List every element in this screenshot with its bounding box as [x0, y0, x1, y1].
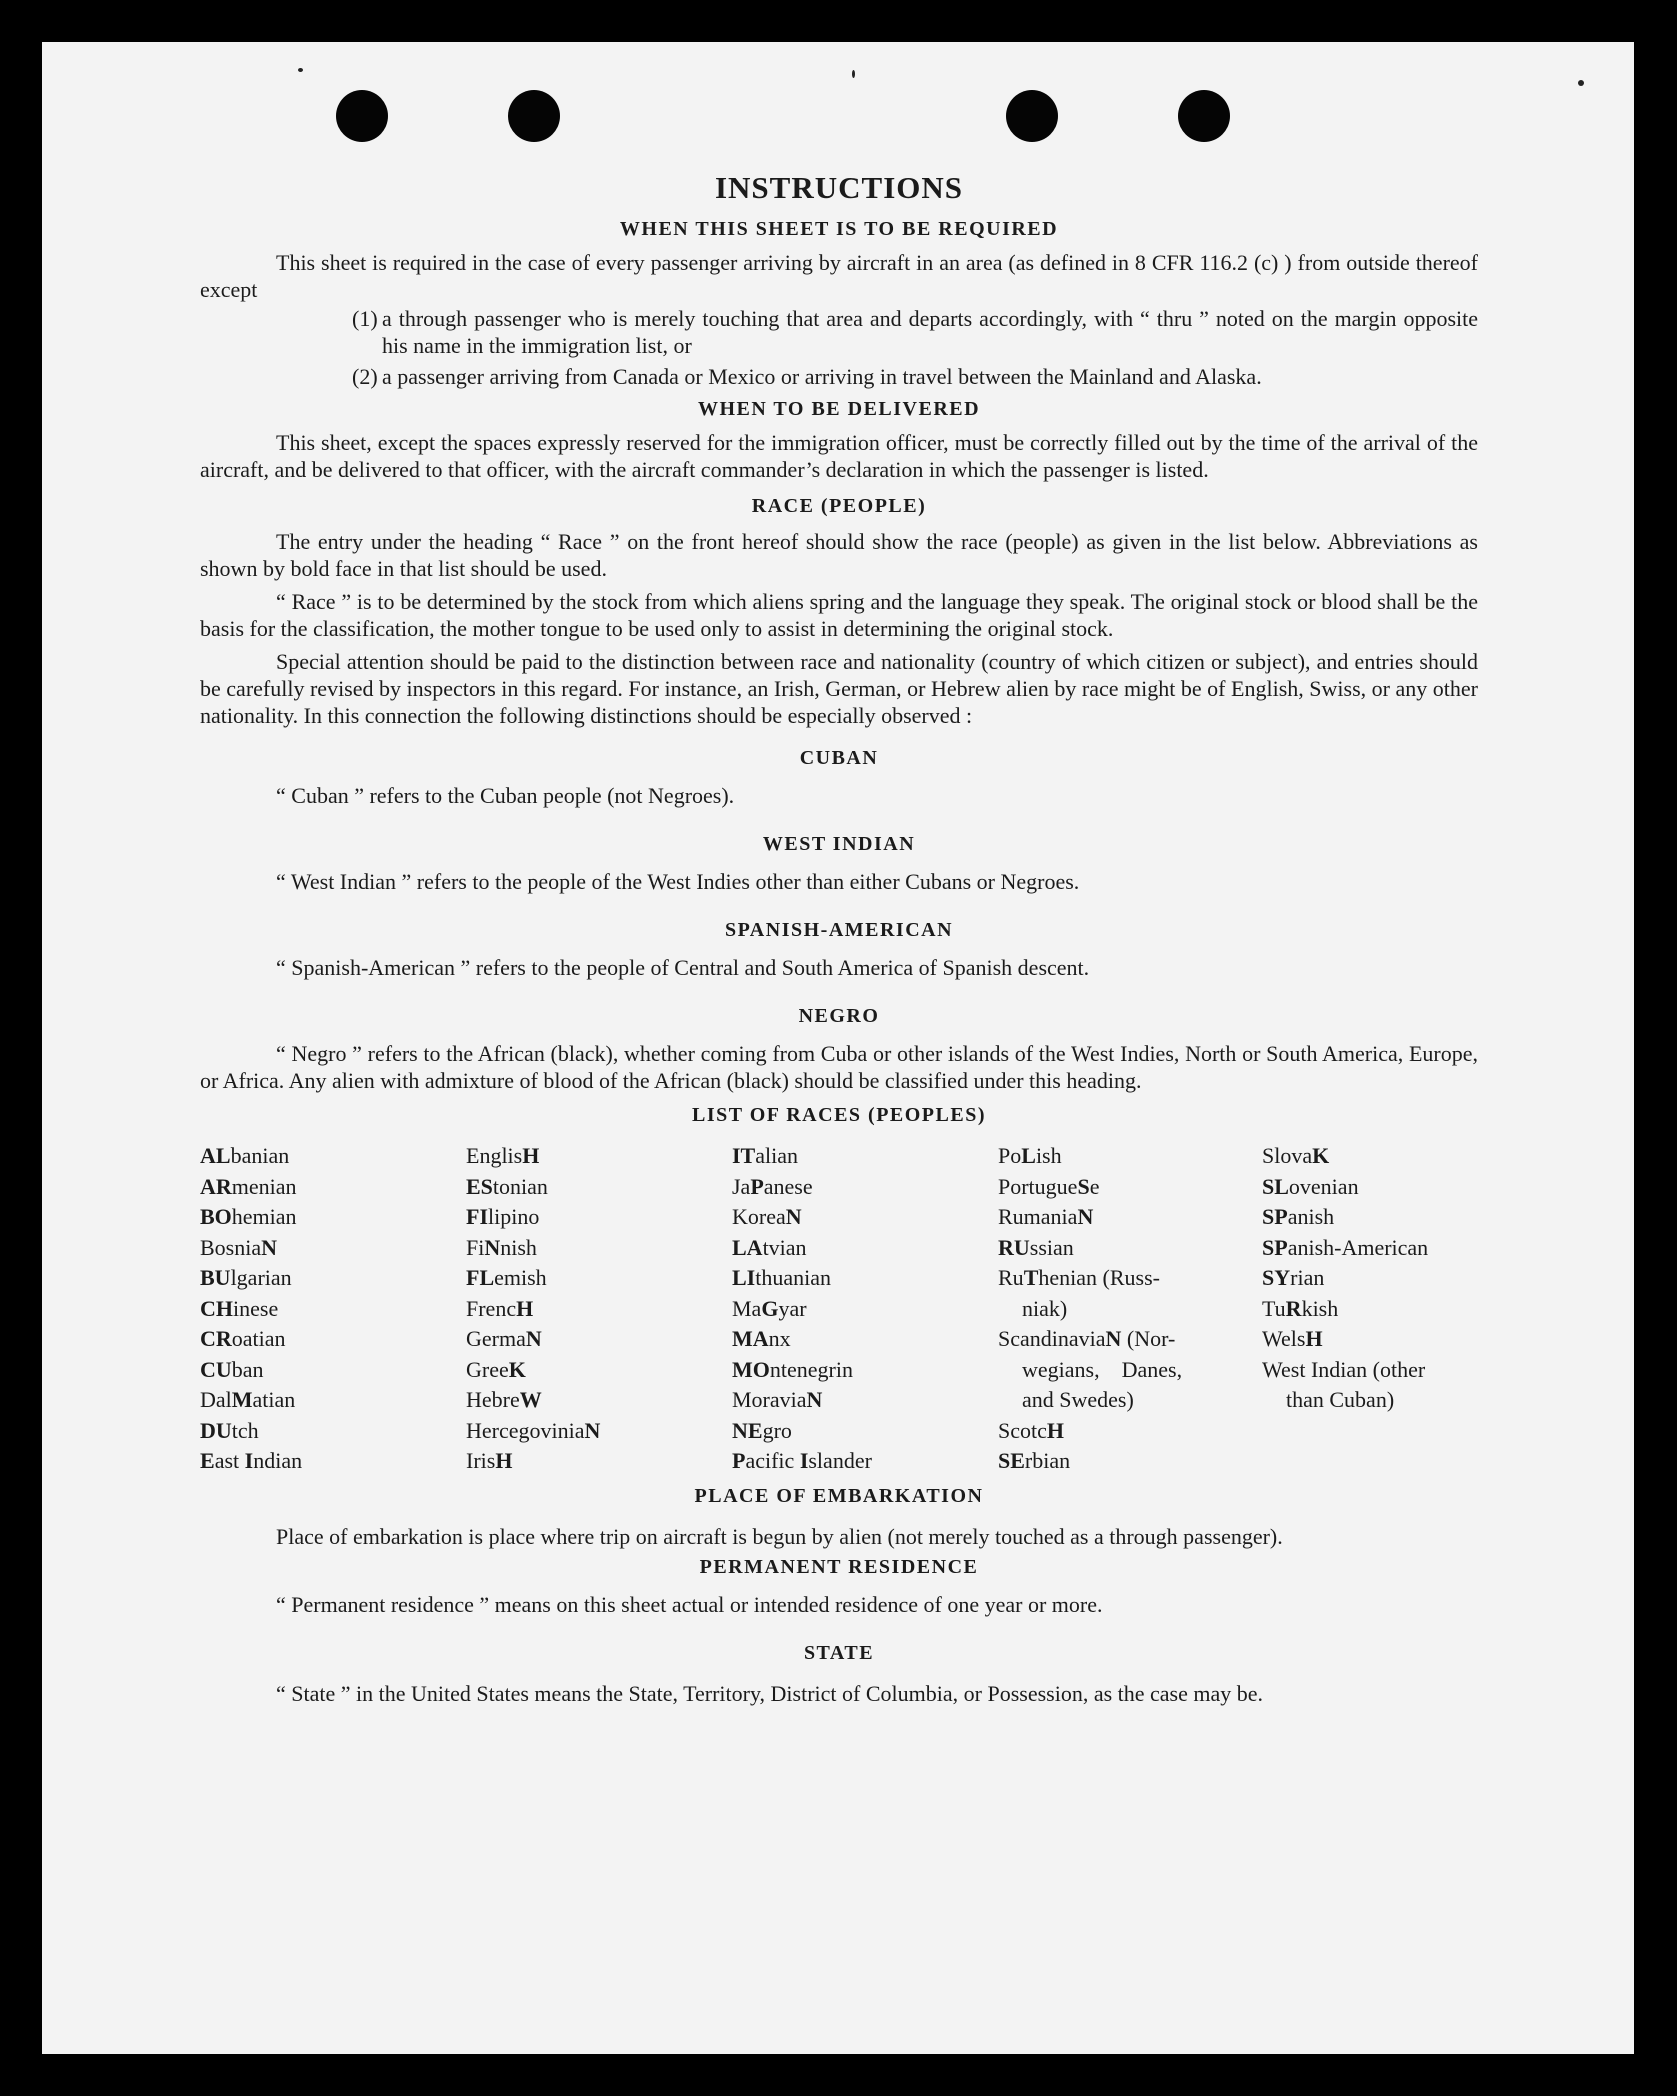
- heading-west-indian: WEST INDIAN: [762, 833, 916, 855]
- race-entry: [998, 1233, 1262, 1264]
- race-entry: [732, 1202, 998, 1233]
- race-abbrev: FL: [466, 1265, 495, 1290]
- race-text: and Swedes): [1022, 1387, 1134, 1412]
- race-text: ish: [1035, 1143, 1062, 1168]
- race-entry: [1262, 1355, 1478, 1386]
- page-title: INSTRUCTIONS: [714, 170, 963, 205]
- heading-list-of-races: LIST OF RACES (PEOPLES): [691, 1104, 986, 1126]
- race-entry: [998, 1355, 1262, 1386]
- race-text: nx: [768, 1326, 791, 1351]
- race-entry: [998, 1141, 1262, 1172]
- race-text: Wels: [1262, 1326, 1306, 1351]
- race-text: tvian: [762, 1234, 807, 1260]
- race-text: Hebre: [466, 1387, 520, 1412]
- race-entry: [466, 1263, 732, 1294]
- race-text: Moravia: [732, 1387, 807, 1412]
- race-entry: [732, 1355, 998, 1386]
- race-text: Po: [998, 1143, 1022, 1168]
- heading-when-delivered: WHEN TO BE DELIVERED: [697, 398, 981, 420]
- race-text: inese: [233, 1295, 279, 1321]
- race-text: banian: [230, 1143, 290, 1168]
- race-entry: [466, 1385, 732, 1416]
- race-abbrev: BO: [200, 1204, 232, 1229]
- race-entry: [1262, 1202, 1478, 1233]
- race-entry: [998, 1172, 1262, 1203]
- race-entry: [998, 1202, 1262, 1233]
- race-abbrev: AL: [200, 1143, 231, 1168]
- race-entry: [1262, 1263, 1478, 1294]
- race-text: Rumania: [998, 1204, 1078, 1229]
- heading-when-required: WHEN THIS SHEET IS TO BE REQUIRED: [619, 218, 1059, 240]
- race-abbrev: BU: [200, 1265, 231, 1290]
- race-entry: [1262, 1141, 1478, 1172]
- race-entry: [1262, 1324, 1478, 1355]
- race-text: atian: [252, 1387, 296, 1412]
- race-entry: [466, 1324, 732, 1355]
- cuban-text: “ Cuban ” refers to the Cuban people (not Negroes).: [276, 783, 735, 808]
- race-text: yar: [778, 1295, 807, 1321]
- item-text: a passenger arriving from Canada or Mexico or arriving in travel between the Mainland and Alaska.: [382, 364, 1262, 389]
- race-abbrev: H: [522, 1143, 540, 1168]
- race-text: ntenegrin: [769, 1356, 853, 1382]
- race-entry: [200, 1416, 466, 1447]
- race-entry: [200, 1446, 466, 1477]
- race-text: ban: [231, 1356, 264, 1382]
- race-abbrev: SL: [1262, 1173, 1289, 1199]
- race-entry: [732, 1263, 998, 1294]
- race-abbrev: M: [231, 1387, 253, 1412]
- race-text: Ja: [732, 1173, 751, 1199]
- race-abbrev: CU: [200, 1356, 232, 1382]
- race-text: West Indian (other: [1262, 1356, 1426, 1382]
- item-text: a through passenger who is merely touching that area and departs accordingly, with “ thru ” noted on the margin opposite his name in the immigration list, or: [382, 306, 1478, 358]
- race-text: lgarian: [230, 1265, 292, 1290]
- race-entry: [732, 1233, 998, 1264]
- race-abbrev: H: [1305, 1326, 1323, 1351]
- race-text: Bosnia: [200, 1234, 262, 1260]
- race-text: thuanian: [755, 1265, 832, 1290]
- race-entry: [466, 1141, 732, 1172]
- speck: [852, 70, 855, 78]
- race-text: Tu: [1262, 1295, 1286, 1321]
- race-text: Hercegovinia: [466, 1417, 585, 1443]
- punch-hole: [1178, 90, 1230, 142]
- race-abbrev: AR: [200, 1173, 232, 1199]
- race-abbrev: R: [1285, 1295, 1302, 1321]
- race-entry: [998, 1263, 1262, 1294]
- race-entry: [732, 1324, 998, 1355]
- race-abbrev: I: [799, 1448, 809, 1473]
- race-text: kish: [1301, 1295, 1339, 1321]
- race-text: tonian: [492, 1173, 548, 1199]
- race-text: oatian: [231, 1326, 286, 1351]
- race-text: ast: [214, 1448, 245, 1473]
- race-entry: [998, 1294, 1262, 1325]
- heading-cuban: CUBAN: [799, 747, 879, 769]
- west-indian-text: “ West Indian ” refers to the people of the West Indies other than either Cubans or Negroes.: [276, 869, 1080, 894]
- race-entry: [998, 1416, 1262, 1447]
- race-text: e: [1089, 1173, 1100, 1199]
- race-abbrev: N: [785, 1204, 802, 1229]
- race-abbrev: N: [806, 1387, 823, 1412]
- race-text: hemian: [231, 1204, 297, 1229]
- race-text: Korea: [732, 1204, 786, 1229]
- race-entry: [466, 1446, 732, 1477]
- race-abbrev: SE: [998, 1448, 1025, 1473]
- race-abbrev: ES: [466, 1173, 493, 1199]
- race-entry: [466, 1355, 732, 1386]
- race-text: than Cuban): [1286, 1387, 1395, 1412]
- race-entry: [200, 1294, 466, 1325]
- race-text: Englis: [466, 1143, 523, 1168]
- race-text: gro: [762, 1417, 792, 1443]
- race-abbrev: CR: [200, 1326, 232, 1351]
- race-text: Iris: [466, 1448, 496, 1473]
- race-entry: [466, 1202, 732, 1233]
- race-text: Germa: [466, 1326, 526, 1351]
- speck: [1578, 80, 1584, 86]
- race-entry: [732, 1172, 998, 1203]
- race-paragraph-2: “ Race ” is to be determined by the stock from which aliens spring and the language they speak. The original stock or blood shall be the basis for the classification, the mother tongue to be used only to assist in determining the original stock.: [200, 589, 1478, 641]
- race-text: Portugue: [998, 1173, 1078, 1199]
- races-column: [466, 1141, 732, 1477]
- race-text: Scotc: [998, 1417, 1047, 1443]
- race-text: anish-American: [1287, 1234, 1429, 1260]
- races-column: [998, 1141, 1262, 1477]
- race-text: Ru: [998, 1265, 1024, 1290]
- race-abbrev: I: [244, 1448, 254, 1473]
- document-page: [42, 42, 1634, 2054]
- race-text: niak): [1022, 1295, 1068, 1321]
- race-entry: [998, 1385, 1262, 1416]
- race-abbrev: MO: [732, 1356, 770, 1382]
- race-entry: [200, 1233, 466, 1264]
- race-abbrev: N: [1105, 1326, 1122, 1351]
- race-abbrev: H: [1046, 1417, 1065, 1443]
- race-text: anish: [1287, 1204, 1335, 1229]
- race-entry: [200, 1141, 466, 1172]
- race-text: Gree: [466, 1356, 509, 1382]
- race-entry: [466, 1233, 732, 1264]
- race-text: nish: [500, 1234, 537, 1260]
- race-text: Ma: [732, 1295, 762, 1321]
- when-required-text: This sheet is required in the case of every passenger arriving by aircraft in an area (as defined in 8 CFR 116.2 (c) ) from outside thereof except: [200, 250, 1478, 302]
- race-abbrev: SY: [1262, 1265, 1291, 1290]
- heading-state: STATE: [803, 1641, 875, 1664]
- race-abbrev: T: [1023, 1265, 1039, 1290]
- race-abbrev: E: [200, 1448, 215, 1473]
- race-text: anese: [763, 1173, 813, 1199]
- race-text: Scandinavia: [998, 1326, 1106, 1351]
- race-abbrev: IT: [732, 1143, 756, 1168]
- race-text: slander: [808, 1448, 872, 1473]
- race-abbrev: N: [584, 1417, 601, 1443]
- race-text: wegians, Danes,: [1022, 1356, 1183, 1382]
- embarkation-text: Place of embarkation is place where trip on aircraft is begun by alien (not merely touched as a through passenger).: [276, 1523, 1283, 1549]
- state-text: “ State ” in the United States means the State, Territory, District of Columbia, or Possession, as the case may be.: [276, 1680, 1264, 1706]
- race-abbrev: SP: [1262, 1234, 1288, 1260]
- race-abbrev: RU: [998, 1234, 1030, 1260]
- item-number: (1): [352, 306, 378, 331]
- race-text: Frenc: [466, 1295, 517, 1321]
- race-text: Slova: [1262, 1143, 1313, 1168]
- race-text: (Nor-: [1121, 1326, 1176, 1351]
- race-entry: [200, 1355, 466, 1386]
- race-abbrev: K: [508, 1356, 526, 1382]
- item-number: (2): [352, 364, 378, 389]
- race-abbrev: N: [261, 1234, 278, 1260]
- race-text: acific: [745, 1448, 800, 1473]
- race-abbrev: W: [519, 1387, 542, 1412]
- race-abbrev: L: [1021, 1143, 1036, 1168]
- race-abbrev: P: [732, 1448, 746, 1473]
- race-text: rian: [1290, 1265, 1325, 1290]
- race-entry: [998, 1324, 1262, 1355]
- race-abbrev: N: [484, 1234, 501, 1260]
- race-text: Dal: [200, 1387, 232, 1412]
- heading-permanent-residence: PERMANENT RESIDENCE: [699, 1555, 979, 1578]
- race-text: menian: [231, 1173, 297, 1199]
- race-text: ndian: [253, 1448, 303, 1473]
- race-abbrev: CH: [200, 1295, 233, 1321]
- race-entry: [1262, 1172, 1478, 1203]
- punch-hole: [508, 90, 560, 142]
- race-entry: [466, 1416, 732, 1447]
- race-abbrev: LA: [732, 1234, 763, 1260]
- race-entry: [466, 1294, 732, 1325]
- when-delivered-text: This sheet, except the spaces expressly reserved for the immigration officer, must be correctly filled out by the time of the arrival of the aircraft, and be delivered to that officer, with the aircraft commander’s declaration in which the passenger is listed.: [200, 430, 1478, 482]
- race-entry: [466, 1172, 732, 1203]
- race-entry: [200, 1172, 466, 1203]
- race-abbrev: H: [516, 1295, 534, 1321]
- race-text: alian: [755, 1143, 799, 1168]
- race-entry: [732, 1294, 998, 1325]
- race-text: rbian: [1024, 1448, 1071, 1473]
- instructions-content: [200, 170, 1478, 1711]
- negro-text: “ Negro ” refers to the African (black), whether coming from Cuba or other islands of the West Indies, North or South America, Europe, or Africa. Any alien with admixture of blood of the African (black) should be classified under this heading.: [200, 1041, 1478, 1093]
- race-entry: [200, 1324, 466, 1355]
- race-abbrev: K: [1312, 1143, 1330, 1168]
- speck: [298, 68, 303, 72]
- race-entry: [732, 1385, 998, 1416]
- race-abbrev: G: [761, 1295, 779, 1321]
- race-entry: [200, 1202, 466, 1233]
- race-entry: [200, 1263, 466, 1294]
- race-entry: [732, 1416, 998, 1447]
- race-text: Fi: [466, 1234, 485, 1260]
- race-abbrev: N: [525, 1326, 542, 1351]
- races-table: [200, 1141, 1478, 1477]
- race-abbrev: P: [750, 1173, 764, 1199]
- race-abbrev: SP: [1262, 1204, 1288, 1229]
- heading-race: RACE (PEOPLE): [751, 495, 927, 517]
- race-text: lipino: [488, 1204, 540, 1229]
- race-entry: [1262, 1294, 1478, 1325]
- race-abbrev: N: [1077, 1204, 1094, 1229]
- spanish-american-text: “ Spanish-American ” refers to the people of Central and South America of Spanish descent.: [276, 955, 1090, 980]
- race-abbrev: FI: [466, 1204, 488, 1229]
- race-abbrev: MA: [732, 1326, 769, 1351]
- race-text: ovenian: [1288, 1173, 1359, 1199]
- residence-text: “ Permanent residence ” means on this sheet actual or intended residence of one year or more.: [276, 1591, 1103, 1617]
- list-item: [352, 305, 1478, 359]
- heading-spanish-american: SPANISH-AMERICAN: [724, 919, 954, 941]
- race-entry: [1262, 1385, 1478, 1416]
- races-column: [1262, 1141, 1478, 1477]
- punch-hole: [1006, 90, 1058, 142]
- race-paragraph-3: Special attention should be paid to the distinction between race and nationality (country of which citizen or subject), and entries should be carefully revised by inspectors in this regard. For instance, an Irish, German, or Hebrew alien by race might be of English, Swiss, or any other nationality. In this connection the following distinctions should be especially observed :: [200, 649, 1478, 728]
- race-abbrev: LI: [732, 1265, 756, 1290]
- race-abbrev: NE: [732, 1417, 763, 1443]
- heading-embarkation: PLACE OF EMBARKATION: [694, 1484, 984, 1507]
- race-text: henian (Russ-: [1038, 1265, 1160, 1290]
- list-item: [352, 363, 1478, 390]
- race-text: tch: [231, 1417, 259, 1443]
- race-entry: [732, 1446, 998, 1477]
- races-column: [732, 1141, 998, 1477]
- punch-hole: [336, 90, 388, 142]
- race-text: ssian: [1029, 1234, 1074, 1260]
- heading-negro: NEGRO: [798, 1005, 880, 1027]
- race-entry: [1262, 1233, 1478, 1264]
- races-column: [200, 1141, 466, 1477]
- race-abbrev: S: [1077, 1173, 1090, 1199]
- race-entry: [998, 1446, 1262, 1477]
- race-paragraph-1: The entry under the heading “ Race ” on the front hereof should show the race (people) as given in the list below. Abbreviations as shown by bold face in that list should be used.: [200, 529, 1478, 581]
- race-text: emish: [494, 1265, 547, 1290]
- race-entry: [732, 1141, 998, 1172]
- race-entry: [200, 1385, 466, 1416]
- race-abbrev: DU: [200, 1417, 232, 1443]
- race-abbrev: H: [495, 1448, 513, 1473]
